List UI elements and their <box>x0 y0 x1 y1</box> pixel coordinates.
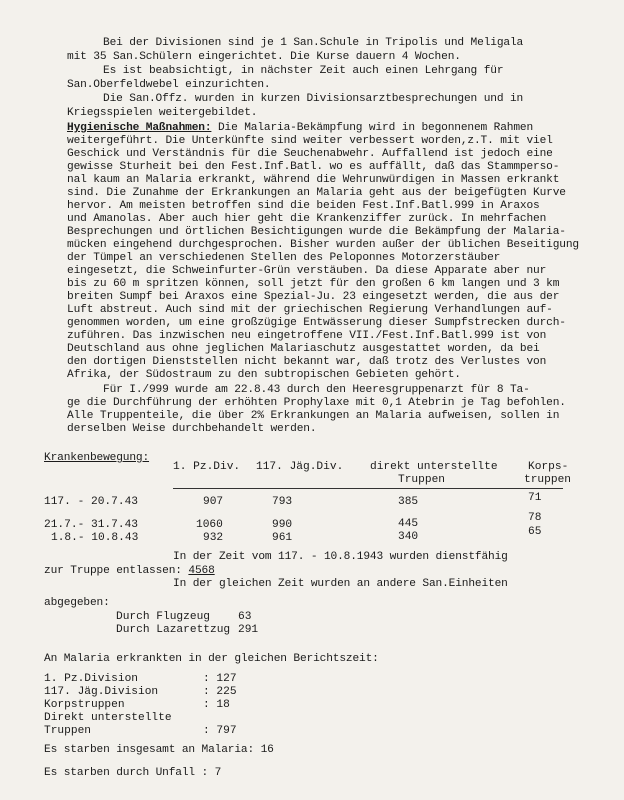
hygiene-heading: Hygienische Maßnahmen: <box>67 122 212 134</box>
hygiene-line <box>67 122 533 135</box>
table-cell-direkt: 385 <box>398 496 419 508</box>
text-line: Afrika, der Südostraum zu den subtropischen Gebieten gehört. <box>67 369 461 381</box>
text-line: Für I./999 wurde am 22.8.43 durch den Heeresgruppenarzt für 8 Ta- <box>103 384 530 396</box>
table-cell-jaeg: 961 <box>272 532 293 544</box>
table-cell-pz: 932 <box>203 532 224 544</box>
table-cell-jaeg: 990 <box>272 519 293 531</box>
text-line: genommen worden, um eine großzügige Entwässerung dieser Sumpfstrecken durch- <box>67 317 566 329</box>
text-line: Bei der Divisionen sind je 1 San.Schule in Tripolis und Meligala <box>103 37 524 49</box>
text-line: In der gleichen Zeit wurden an andere San.Einheiten <box>173 578 508 590</box>
table-header-rule <box>173 488 563 489</box>
krankenbewegung-heading: Krankenbewegung: <box>44 452 150 464</box>
text-line: nal kaum an Malaria erkrankt, während die Wehrunwürdigen in Massen erkrankt <box>67 174 560 186</box>
malaria-item-label: 1. Pz.Division <box>44 673 138 685</box>
text-line: Alle Truppenteile, die über 2% Erkrankungen an Malaria aufweisen, sollen in <box>67 410 560 422</box>
text-line: bis zu 60 m spritzen können, soll jetzt für den großen 6 km langen und 3 km <box>67 278 560 290</box>
table-cell-pz: 1060 <box>196 519 223 531</box>
malaria-item-label: Direkt unterstellte <box>44 712 172 724</box>
col-header-korpstruppen: truppen <box>524 474 571 486</box>
text-line: San.Oberfeldwebel einzurichten. <box>67 79 271 91</box>
text-line: mit 35 San.Schülern eingerichtet. Die Kurse dauern 4 Wochen. <box>67 51 461 63</box>
text-line: In der Zeit vom 117. - 10.8.1943 wurden dienstfähig <box>173 551 508 563</box>
lazarett-value: 291 <box>238 624 259 636</box>
text-line: Es ist beabsichtigt, in nächster Zeit auch einen Lehrgang für <box>103 65 504 77</box>
malaria-item-label: Truppen <box>44 725 91 737</box>
deaths-accident: Es starben durch Unfall : 7 <box>44 767 222 779</box>
col-header-pz: 1. Pz.Div. <box>173 461 241 473</box>
text-line: zuführen. Das inzwischen neu eingetroffene VII./Fest.Inf.Batl.999 ist von <box>67 330 547 342</box>
hygiene-first-text: Die Malaria-Bekämpfung wird in begonnenem Rahmen <box>211 122 534 134</box>
table-cell-korps: 65 <box>528 526 542 538</box>
col-header-jaeg: 117. Jäg.Div. <box>256 461 344 473</box>
text-line: sind. Die Zunahme der Erkrankungen an Malaria geht aus der beigefügten Kurve <box>67 187 566 199</box>
text-line: breiten Sumpf bei Araxos eine Spezial-Ju. 23 eingesetzt werden, die aus der <box>67 291 560 303</box>
entlassen-line <box>44 565 215 578</box>
col-header-korps: Korps- <box>528 461 569 473</box>
table-cell-period: 21.7.- 31.7.43 <box>44 519 138 531</box>
lazarett-label: Durch Lazarettzug <box>116 624 231 636</box>
malaria-item-value: : 797 <box>203 725 237 737</box>
table-cell-period: 117. - 20.7.43 <box>44 496 138 508</box>
entlassen-label: zur Truppe entlassen: <box>44 565 189 577</box>
entlassen-value: 4568 <box>188 565 215 577</box>
text-line: der Tümpel an verschiedenen Stellen des Peloponnes Motorzerstäuber <box>67 252 501 264</box>
table-cell-korps: 78 <box>528 512 542 524</box>
text-line: Besprechungen und örtlichen Besichtigungen wurde die Bekämpfung der Malaria- <box>67 226 566 238</box>
text-line: Kriegsspielen weitergebildet. <box>67 107 258 119</box>
text-line: den dortigen Dienststellen nicht bekannt war, daß trotz des Verlustes von <box>67 356 547 368</box>
text-line: Luft abstreut. Auch sind mit der griechischen Regierung Verhandlungen auf- <box>67 304 553 316</box>
text-line: weitergeführt. Die Unterkünfte sind weiter verbessert worden,z.T. mit viel <box>67 135 553 147</box>
table-cell-direkt: 445 <box>398 518 419 530</box>
malaria-heading: An Malaria erkrankten in der gleichen Berichtszeit: <box>44 653 379 665</box>
text-line: und Amanolas. Aber auch hier geht die Krankenziffer zurück. In mehrfachen <box>67 213 547 225</box>
text-line: Geschick und Verständnis für die Seuchenabwehr. Auffallend ist jedoch eine <box>67 148 553 160</box>
malaria-item-value: : 18 <box>203 699 230 711</box>
text-line: gewisse Sturheit bei den Fest.Inf.Batl. wo es auffällt, daß das Stammperso- <box>67 161 560 173</box>
deaths-malaria: Es starben insgesamt an Malaria: 16 <box>44 744 274 756</box>
table-cell-pz: 907 <box>203 496 224 508</box>
text-line: mücken eingehend durchgesprochen. Bisher wurden außer der üblichen Beseitigung <box>67 239 579 251</box>
malaria-item-value: : 127 <box>203 673 237 685</box>
text-line: derselben Weise durchbehandelt werden. <box>67 423 317 435</box>
text-line: Deutschland aus ohne jeglichen Malariaschutz ausgestattet worden, da bei <box>67 343 540 355</box>
text-line: hervor. Am meisten betroffen sind die beiden Fest.Inf.Batl.999 in Araxos <box>67 200 540 212</box>
table-cell-direkt: 340 <box>398 531 419 543</box>
flugzeug-label: Durch Flugzeug <box>116 611 210 623</box>
table-cell-period: 1.8.- 10.8.43 <box>51 532 139 544</box>
text-line: eingesetzt, die Schweinfurter-Grün verstäuben. Da diese Apparate aber nur <box>67 265 547 277</box>
malaria-item-label: Korpstruppen <box>44 699 125 711</box>
text-line: Die San.Offz. wurden in kurzen Divisionsarztbesprechungen und in <box>103 93 524 105</box>
flugzeug-value: 63 <box>238 611 252 623</box>
col-header-direkt: direkt unterstellte <box>370 461 498 473</box>
table-cell-korps: 71 <box>528 492 542 504</box>
text-line: abgegeben: <box>44 597 110 609</box>
text-line: ge die Durchführung der erhöhten Prophylaxe mit 0,1 Atebrin je Tag befohlen. <box>67 397 566 409</box>
malaria-item-label: 117. Jäg.Division <box>44 686 159 698</box>
table-cell-jaeg: 793 <box>272 496 293 508</box>
malaria-item-value: : 225 <box>203 686 237 698</box>
col-header-truppen: Truppen <box>398 474 445 486</box>
